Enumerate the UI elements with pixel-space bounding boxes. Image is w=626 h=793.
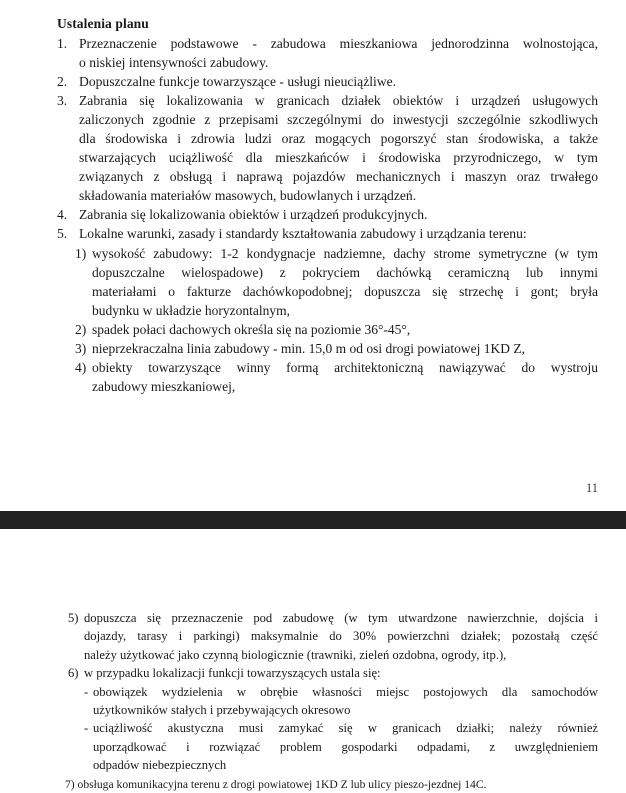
text-line: wysokość zabudowy: 1-2 kondygnacje nadziemne, dachy strome symetryczne (w tym: [92, 245, 598, 261]
list-item: [68, 609, 598, 664]
text-line: użytkowników stałych i przebywających okresowo: [93, 703, 351, 718]
list-item-body: [92, 244, 598, 320]
text-line: budynku w układzie horyzontalnym,: [92, 302, 290, 318]
list-item-marker: 5.: [57, 226, 68, 242]
document-page-two: [0, 529, 626, 790]
text-line: dla środowiska i zdrowia ludzi oraz mogących pogorszyć stan środowiska, a także: [79, 131, 598, 147]
list-item: [57, 205, 598, 224]
text-line: Przeznaczenie podstawowe - zabudowa mieszkaniowa jednorodzinna wolnostojąca,: [79, 36, 598, 51]
text-line: dopuszczalne wielospadowe) z pokryciem dachówką ceramiczną lub innymi: [92, 264, 598, 280]
text-line: obowiązek wydzielenia w obrębie własności miejsc postojowych dla samochodów: [93, 684, 598, 699]
list-item-body: [92, 339, 598, 358]
text-line: materiałami o fakturze dachówkopodobnej; dopuszcza się strzechę i gont; bryła: [92, 283, 598, 299]
list-item-marker: 6): [68, 666, 79, 681]
list-item-marker: 1.: [57, 36, 68, 51]
text-line: związanych z obsługą i naprawą pojazdów mechanicznych i maszyn oraz trwałego: [79, 169, 598, 185]
list-item: [57, 224, 598, 243]
text-line: odpadów niebezpiecznych: [93, 758, 227, 773]
list-item-body: [84, 609, 598, 664]
list-item-marker: 3.: [57, 93, 68, 109]
text-line: spadek połaci dachowych określa się na poziomie 36°-45°,: [92, 321, 411, 337]
page-title: Ustalenia planu: [57, 16, 149, 31]
text-line: zaliczonych zgodnie z przepisami szczególnymi do inwestycji szczególnie szkodliwych: [79, 112, 598, 128]
page-two-top-margin: [57, 529, 598, 609]
list-item: [57, 72, 598, 91]
list-item-marker: 5): [68, 611, 79, 625]
list-item: [75, 339, 598, 358]
list-item-marker: 4.: [57, 207, 68, 223]
page-separator-band: [0, 511, 626, 529]
text-line: Zabrania się lokalizowania obiektów i urządzeń produkcyjnych.: [79, 207, 428, 223]
list-item-marker: 1): [75, 245, 87, 261]
list-item-marker: 3): [75, 340, 87, 356]
plan-conditions-sublist-continued: [57, 609, 598, 683]
text-line: składowania materiałów masowych, budowlanych i urządzeń.: [79, 188, 417, 204]
list-item-marker: 2): [75, 321, 87, 337]
towarzyszace-requirements-list: [57, 683, 598, 775]
text-line: uporządkować i rozwiązać problem gospodarki odpadami, z uwzględnieniem: [93, 739, 598, 754]
text-line: Lokalne warunki, zasady i standardy kształtowania zabudowy i urządzania terenu:: [79, 226, 527, 242]
text-line: obiekty towarzyszące winny formą architektoniczną nawiązywać do wystroju: [92, 359, 598, 375]
list-item-body: [79, 91, 598, 205]
list-item-marker: 2.: [57, 74, 68, 90]
list-item-body: [79, 205, 598, 224]
list-item-marker: 4): [75, 359, 87, 375]
list-item-body: [79, 72, 598, 91]
text-line: dopuszcza się przeznaczenie pod zabudowę (w tym utwardzone nawierzchnie, dojścia i: [84, 611, 598, 625]
list-item: [84, 719, 598, 774]
text-line: uciążliwość akustyczna musi zamykać się w granicach działki; należy również: [93, 721, 598, 736]
list-item-dash-marker: -: [84, 721, 89, 736]
list-item: [84, 683, 598, 720]
text-line: należy użytkować jako czynną biologicznie (trawniki, zieleń ozdobna, ogrody, itp.),: [84, 647, 507, 662]
text-line: zabudowy mieszkaniowej,: [92, 378, 236, 394]
text-line: Dopuszczalne funkcje towarzyszące - usługi nieuciążliwe.: [79, 74, 397, 90]
text-line: w przypadku lokalizacji funkcji towarzyszących ustala się:: [84, 666, 381, 681]
text-line: Zabrania się lokalizowania w granicach działek obiektów i urządzeń usługowych: [79, 93, 598, 109]
list-item: [75, 244, 598, 320]
list-item: [57, 91, 598, 205]
final-provision-line: 7) obsługa komunikacyjna terenu z drogi powiatowej 1KD Z lub ulicy pieszo-jezdnej 14C.: [65, 777, 487, 791]
list-item: [75, 358, 598, 396]
list-item-body: [92, 320, 598, 339]
plan-conditions-sublist: [57, 244, 598, 396]
page-separator: [0, 508, 626, 529]
list-item-dash-marker: -: [84, 684, 89, 699]
list-item-body: [93, 719, 598, 774]
text-line: nieprzekraczalna linia zabudowy - min. 15,0 m od osi drogi powiatowej 1KD Z,: [92, 340, 526, 356]
page-number: 11: [585, 481, 598, 495]
plan-provisions-list: [57, 34, 598, 244]
text-line: dojazdy, tarasy i parkingi) maksymalnie do 30% powierzchni działek; pozostałą część: [84, 629, 598, 644]
list-item-body: [92, 358, 598, 396]
list-item-body: [79, 34, 598, 72]
list-item-body: [84, 664, 598, 682]
text-line: stwarzających uciążliwość dla mieszkańców i środowiska przyrodniczego, w tym: [79, 150, 598, 166]
list-item: [68, 664, 598, 682]
list-item: [75, 320, 598, 339]
list-item-body: [79, 224, 598, 243]
list-item-body: [93, 683, 598, 720]
text-line: o niskiej intensywności zabudowy.: [79, 55, 269, 71]
list-item: [57, 34, 598, 72]
